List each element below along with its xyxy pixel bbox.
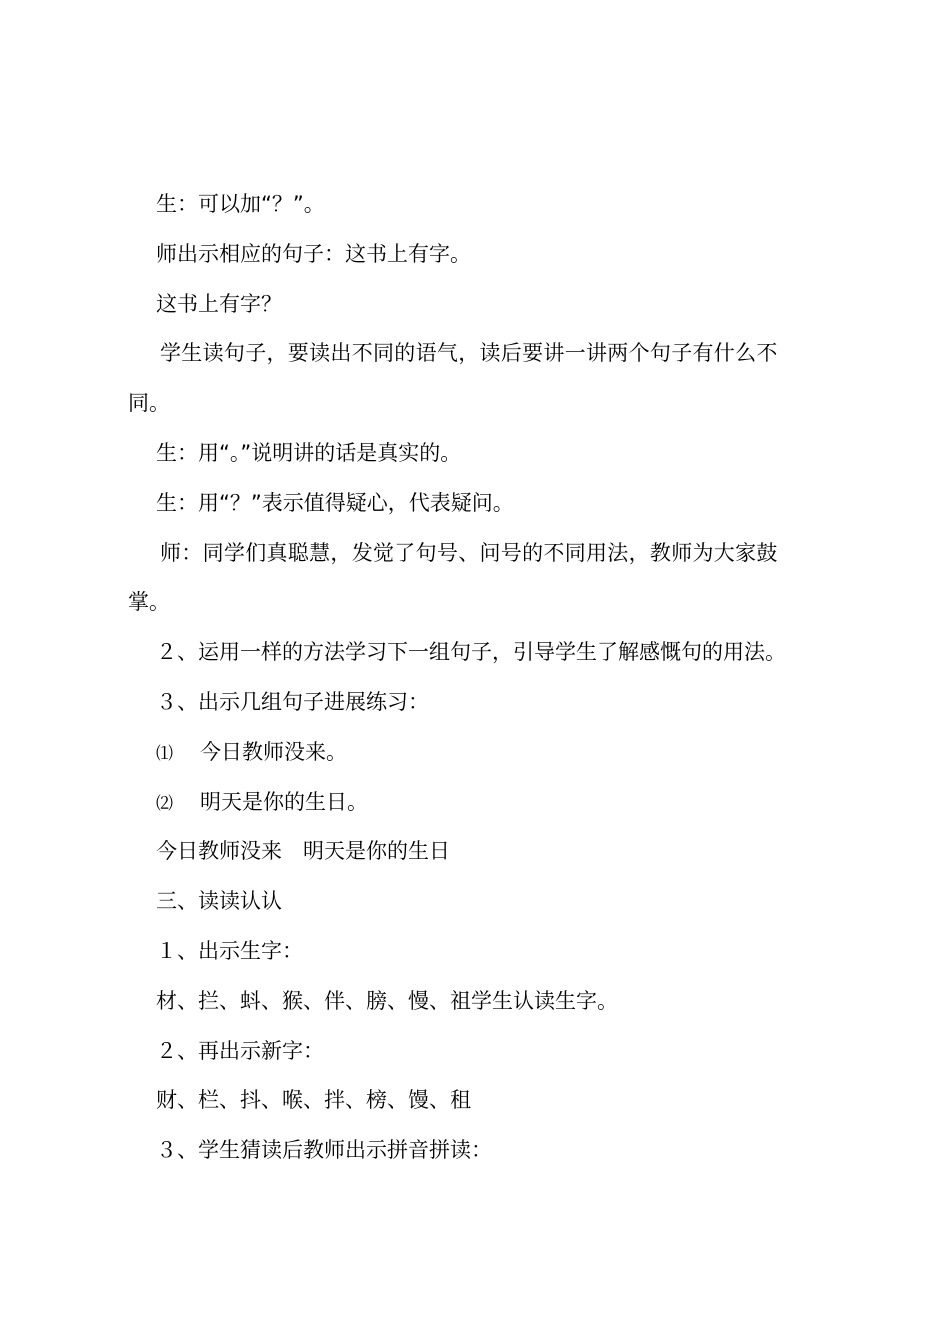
paragraph: 学生读句子，要读出不同的语气，读后要讲一讲两个句子有什么不	[160, 341, 778, 366]
paragraph: 材、拦、蚪、猴、伴、膀、慢、祖学生认读生字。	[156, 988, 618, 1013]
paragraph: ２、再出示新字：	[156, 1038, 324, 1063]
document-body	[128, 180, 840, 1176]
paragraph: 这书上有字？	[156, 291, 282, 316]
paragraph: ３、学生猜读后教师出示拼音拼读：	[156, 1138, 492, 1163]
list-item	[128, 778, 840, 828]
paragraph: 生：用“。”说明讲的话是真实的。	[156, 440, 462, 465]
list-marker: ⑵	[156, 793, 173, 814]
list-item	[128, 728, 840, 778]
paragraph: 今日教师没来 明天是你的生日	[156, 839, 450, 864]
paragraph-continuation: 掌。	[128, 590, 170, 615]
paragraph: 师：同学们真聪慧，发觉了句号、问号的不同用法，教师为大家鼓	[160, 540, 778, 565]
list-item-text: 今日教师没来。	[200, 739, 347, 764]
paragraph: 生：可以加“？”。	[156, 192, 325, 216]
list-marker: ⑴	[156, 743, 173, 764]
list-item-text: 明天是你的生日。	[200, 789, 368, 814]
section-heading: 三、读读认认	[156, 889, 282, 914]
paragraph: 师出示相应的句子：这书上有字。	[156, 241, 471, 266]
paragraph: 生：用“？”表示值得疑心，代表疑问。	[156, 490, 514, 515]
paragraph: １、出示生字：	[156, 938, 303, 963]
paragraph: 财、栏、抖、喉、拌、榜、馒、租	[156, 1088, 471, 1113]
paragraph: ２、运用一样的方法学习下一组句子，引导学生了解感慨句的用法。	[156, 640, 786, 665]
paragraph: ３、出示几组句子进展练习：	[156, 689, 429, 714]
paragraph-continuation: 同。	[128, 391, 170, 416]
